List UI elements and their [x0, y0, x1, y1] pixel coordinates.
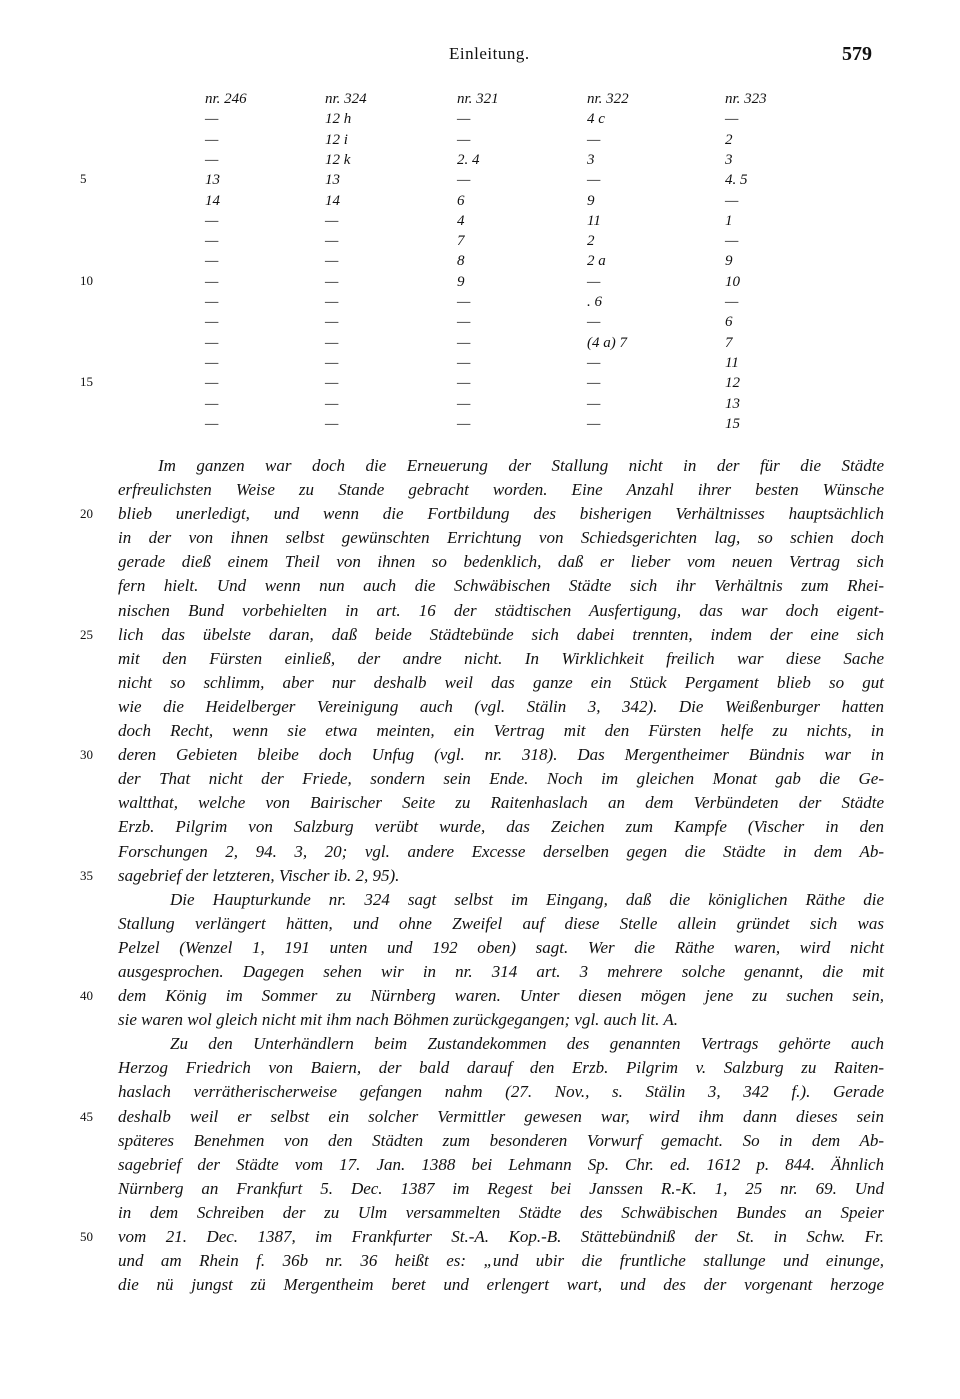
- concordance-cell: 9: [457, 273, 465, 290]
- concordance-cell: 2: [725, 131, 733, 148]
- concordance-cell: 4 c: [587, 111, 605, 128]
- concordance-cell: —: [457, 111, 471, 128]
- running-head: Einleitung.: [449, 44, 530, 63]
- text-line: Erzb. Pilgrim von Salzburg verübt wurde, das Zeichen zum Kampfe (Vischer in den: [118, 817, 884, 837]
- concordance-cell: —: [205, 151, 219, 168]
- text-line: die nü jungst zü Mergentheim beret und erlengert wart, und des der vorgenant herzoge: [118, 1275, 884, 1295]
- text-line: nicht so schlimm, aber nur deshalb weil das ganze ein Stück Pergament blieb so gut: [118, 672, 884, 692]
- concordance-cell: —: [325, 375, 339, 392]
- concordance-cell: —: [457, 294, 471, 310]
- concordance-cell: 3: [725, 151, 733, 168]
- line-number: 50: [80, 1229, 93, 1245]
- concordance-cell: (4 a) 7: [587, 334, 627, 351]
- concordance-cell: 7: [457, 233, 465, 250]
- concordance-cell: —: [205, 212, 219, 229]
- concordance-cell: —: [725, 233, 739, 250]
- concordance-cell: —: [205, 375, 219, 392]
- text-line: nischen Bund vorbehielten in art. 16 der städtischen Ausfertigung, das war doch eigent-: [118, 600, 884, 620]
- text-line: deren Gebieten bleibe doch Unfug (vgl. nr. 318). Das Mergentheimer Bündnis war in: [118, 745, 884, 765]
- concordance-cell: 13: [725, 395, 740, 412]
- text-line: doch Recht, wenn sie etwa meinten, ein Vertrag mit den Fürsten helfe zu nichts, in: [118, 721, 884, 741]
- text-line: gerade dieß einem Theil von ihnen so bedenklich, daß er lieber vom neuen Vertrag sich: [118, 552, 884, 572]
- text-line: und am Rhein f. 36b nr. 36 heißt es: „und ubir die fruntliche stallunge und einunge,: [118, 1251, 884, 1271]
- text-line: fern hielt. Und wenn nun auch die Schwäbischen Städte sich ihr Verhältnis zum Rhei-: [118, 576, 884, 596]
- text-line: Herzog Friedrich von Baiern, der bald darauf den Erzb. Pilgrim v. Salzburg zu Raiten-: [118, 1058, 884, 1078]
- concordance-cell: —: [205, 233, 219, 250]
- text-line: Die Haupturkunde nr. 324 sagt selbst im Eingang, daß die königlichen Räthe die: [170, 889, 884, 909]
- concordance-cell: —: [457, 395, 471, 412]
- concordance-cell: —: [205, 294, 219, 310]
- concordance-cell: —: [457, 172, 471, 189]
- concordance-cell: 1: [725, 212, 733, 229]
- concordance-cell: —: [325, 253, 339, 270]
- line-number: 25: [80, 626, 93, 642]
- line-number: 45: [80, 1108, 93, 1124]
- concordance-cell: 7: [725, 334, 733, 351]
- text-line: haslach verrätherischerweise gefangen nahm (27. Nov., s. Stälin 3, 342 f.). Gerade: [118, 1082, 884, 1102]
- concordance-cell: —: [205, 111, 219, 128]
- concordance-cell: 14: [325, 192, 340, 209]
- concordance-cell: 9: [587, 192, 595, 209]
- concordance-cell: —: [205, 354, 219, 371]
- concordance-cell: —: [457, 354, 471, 371]
- concordance-cell: 12 i: [325, 131, 348, 148]
- concordance-cell: —: [587, 395, 601, 412]
- text-line: vom 21. Dec. 1387, im Frankfurter St.-A. Kop.-B. Stättebündniß der St. in Schw. Fr.: [118, 1227, 884, 1246]
- concordance-cell: 12 k: [325, 151, 351, 168]
- text-line: Pelzel (Wenzel 1, 191 unten und 192 oben) sagt. Wer die Räthe waren, wird nicht: [118, 937, 884, 957]
- concordance-cell: —: [325, 294, 339, 310]
- text-line: waltthat, welche von Bairischer Seite zu Raitenhaslach an dem Verbündeten der Städte: [118, 793, 884, 813]
- concordance-cell: . 6: [587, 294, 602, 310]
- concordance-table: [195, 90, 795, 440]
- concordance-cell: 6: [725, 314, 733, 331]
- concordance-cell: 2. 4: [457, 151, 480, 168]
- concordance-cell: —: [457, 131, 471, 148]
- concordance-cell: —: [587, 172, 601, 189]
- text-line: in dem Schreiben der zu Ulm versammelten Städte des Schwäbischen Bundes an Speier: [118, 1202, 884, 1222]
- line-number: 10: [80, 272, 93, 288]
- text-line: sagebrief der Städte vom 17. Jan. 1388 bei Lehmann Sp. Chr. ed. 1612 p. 844. Ähnlich: [118, 1154, 884, 1174]
- concordance-cell: —: [325, 314, 339, 331]
- text-line: Im ganzen war doch die Erneuerung der Stallung nicht in der für die Städte: [158, 456, 884, 475]
- concordance-cell: —: [325, 212, 339, 229]
- page-number: 579: [842, 43, 872, 65]
- concordance-cell: —: [457, 415, 471, 432]
- line-number: 15: [80, 374, 93, 390]
- concordance-cell: —: [457, 334, 471, 351]
- concordance-cell: 12: [725, 375, 740, 392]
- text-line: mit den Fürsten einließ, der andre nicht. In Wirklichkeit freilich war diese Sache: [118, 648, 884, 668]
- concordance-cell: —: [205, 273, 219, 290]
- column-heading: nr. 321: [457, 91, 499, 107]
- concordance-cell: —: [325, 415, 339, 432]
- concordance-cell: —: [587, 273, 601, 290]
- concordance-cell: —: [325, 354, 339, 371]
- concordance-cell: 8: [457, 253, 465, 270]
- concordance-cell: 2 a: [587, 253, 606, 270]
- concordance-cell: —: [587, 415, 601, 432]
- text-line: Forschungen 2, 94. 3, 20; vgl. andere Excesse derselben gegen die Städte in dem Ab-: [118, 841, 884, 861]
- line-number: 40: [80, 988, 93, 1004]
- concordance-cell: 10: [725, 273, 740, 290]
- concordance-cell: 6: [457, 192, 465, 209]
- concordance-cell: 4. 5: [725, 172, 748, 189]
- concordance-cell: 13: [325, 172, 340, 189]
- line-number: 5: [80, 171, 87, 187]
- concordance-cell: —: [325, 273, 339, 290]
- concordance-cell: 4: [457, 212, 465, 229]
- text-line: blieb unerledigt, und wenn die Fortbildung des bisherigen Verhältnisses hauptsächlich: [118, 504, 884, 524]
- text-line: erfreulichsten Weise zu Stande gebracht worden. Eine Anzahl ihrer besten Wünsche: [118, 480, 884, 500]
- concordance-cell: —: [725, 294, 739, 310]
- text-line: sie waren wol gleich nicht mit ihm nach Böhmen zurückgegangen; vgl. auch lit. A.: [118, 1010, 678, 1030]
- text-line: späteres Benehmen von den Städten zum besonderen Vorwurf gemacht. So in dem Ab-: [118, 1130, 884, 1150]
- text-line: deshalb weil er selbst ein solcher Vermittler gewesen war, wird ihm dann dieses sein: [118, 1106, 884, 1126]
- concordance-cell: —: [205, 314, 219, 331]
- concordance-cell: —: [325, 233, 339, 250]
- concordance-cell: —: [587, 314, 601, 331]
- column-heading: nr. 322: [587, 91, 629, 107]
- line-number: 30: [80, 747, 93, 763]
- concordance-cell: 11: [725, 354, 739, 371]
- concordance-cell: —: [725, 111, 739, 128]
- concordance-cell: 13: [205, 172, 220, 189]
- text-line: ausgesprochen. Dagegen sehen wir in nr. 314 art. 3 mehrere solche genannt, die mit: [118, 961, 884, 981]
- concordance-cell: 2: [587, 233, 595, 250]
- body-text: [118, 454, 884, 1297]
- line-number: 35: [80, 867, 93, 883]
- concordance-cell: 11: [587, 212, 601, 229]
- concordance-cell: —: [325, 334, 339, 351]
- concordance-cell: —: [457, 375, 471, 392]
- column-heading: nr. 324: [325, 91, 367, 107]
- text-line: Zu den Unterhändlern beim Zustandekommen des genannten Vertrags gehörte auch: [170, 1034, 884, 1054]
- column-heading: nr. 323: [725, 91, 767, 107]
- text-line: sagebrief der letzteren, Vischer ib. 2, 95).: [118, 865, 400, 885]
- concordance-cell: —: [587, 131, 601, 148]
- text-line: Stallung verlängert hätten, und ohne Zweifel auf diese Stelle allein gründet sich was: [118, 913, 884, 933]
- concordance-cell: 12 h: [325, 111, 352, 128]
- concordance-cell: —: [205, 395, 219, 412]
- text-line: dem König im Sommer zu Nürnberg waren. Unter diesen mögen jene zu suchen sein,: [118, 986, 884, 1006]
- concordance-cell: —: [587, 375, 601, 392]
- concordance-cell: —: [325, 395, 339, 412]
- concordance-cell: 3: [587, 151, 595, 168]
- concordance-cell: —: [457, 314, 471, 331]
- concordance-cell: —: [587, 354, 601, 371]
- concordance-cell: 14: [205, 192, 220, 209]
- concordance-cell: —: [205, 415, 219, 432]
- text-line: der That nicht der Friede, sondern sein Ende. Noch im gleichen Monat gab die Ge-: [118, 769, 884, 789]
- text-line: Nürnberg an Frankfurt 5. Dec. 1387 im Regest bei Janssen R.-K. 1, 25 nr. 69. Und: [118, 1178, 884, 1198]
- column-heading: nr. 246: [205, 91, 247, 107]
- text-line: in der von ihnen selbst gewünschten Errichtung von Schiedsgerichten lag, so schien doch: [118, 528, 884, 548]
- text-line: lich das übelste daran, daß beide Städtebünde sich dabei trennten, indem der eine sich: [118, 624, 884, 644]
- concordance-cell: —: [205, 131, 219, 148]
- concordance-cell: —: [725, 192, 739, 209]
- line-number: 20: [80, 506, 93, 522]
- concordance-cell: —: [205, 253, 219, 270]
- concordance-cell: 9: [725, 253, 733, 270]
- concordance-cell: —: [205, 334, 219, 351]
- text-line: wie die Heidelberger Vereinigung auch (vgl. Stälin 3, 342). Die Weißenburger hatten: [118, 696, 884, 716]
- concordance-cell: 15: [725, 415, 740, 432]
